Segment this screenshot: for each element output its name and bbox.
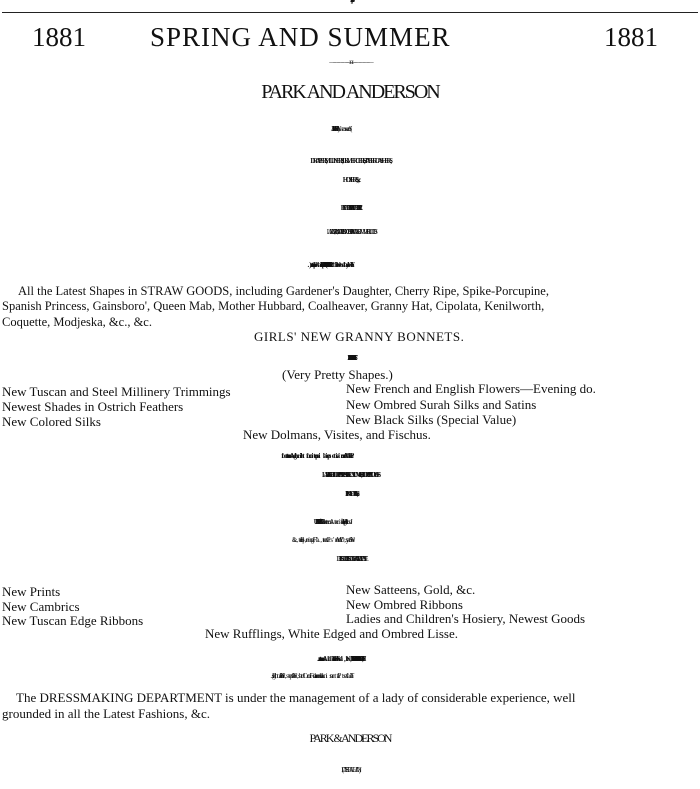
novelty-right-item: New Black Silks (Special Value) — [346, 412, 517, 427]
granny-bonnets: GIRLS' NEW GRANNY BONNETS. — [254, 329, 465, 344]
footer-late-strachan: (LATE STRACHAN) — [341, 766, 359, 774]
novelty-left-item: New Tuscan and Steel Millinery Trimmings — [2, 384, 231, 399]
dress-right-item: Ladies and Children's Hosiery, Newest Goods — [346, 611, 586, 626]
rufflings-line: New Rufflings, White Edged and Ombred Lisse. — [205, 626, 458, 641]
straw-shapes-line-3: Coquette, Modjeska, &c., &c. — [2, 315, 152, 329]
dress-right-item: New Ombred Ribbons — [346, 597, 463, 612]
dress-left-item: New Prints — [2, 584, 61, 599]
novelty-left-item: New Colored Silks — [2, 414, 101, 429]
straw-shapes-line-2: Spanish Princess, Gainsboro', Queen Mab, Mother Hubbard, Coalheaver, Granny Hat, Cipolata, Kenilworth, — [2, 299, 545, 313]
scarfs-line — [0, 655, 700, 663]
inspection-line-1 — [0, 452, 700, 460]
ornamental-divider: —————— : o : —————— — [329, 58, 371, 66]
dress-right-item: New Satteens, Gold, &c. — [346, 582, 476, 597]
dress-goods-line: DRESS GOODS. DRESS GOODS. NEW AND INEXPENSIVE. — [336, 555, 364, 563]
lanoleums-line — [0, 672, 700, 680]
novelty-right-item: New French and English Flowers—Evening do. — [346, 381, 596, 396]
section-heading — [0, 0, 700, 4]
dress-left-item: New Cambrics — [2, 599, 80, 614]
top-rule — [2, 12, 698, 13]
trades-line-2: HOSIERS, &c., — [342, 176, 358, 184]
inspection-line-3: PINAFORES, &c. — [345, 490, 355, 498]
straw-shapes-line-1: All the Latest Shapes in STRAW GOODS, including Gardener's Daughter, Cherry Ripe, Spike-Porcupine, — [18, 284, 549, 298]
footer-firm-name: PARK & ANDERSON — [309, 731, 391, 745]
millinery-latest — [0, 261, 700, 269]
firm-name: PARK AND ANDERSON — [261, 81, 439, 103]
season-title: SPRING AND SUMMER — [150, 22, 451, 52]
novelty-right-item: New Ombred Surah Silks and Satins — [346, 397, 537, 412]
inspection-line-2: LADIES & CHILDREN'S DRESSES & COSTUMES, CHILDREN'S BLOUSES — [322, 471, 378, 479]
stock-line: LARGE, NEW, AND VARIED STOCK OF SPRING AND SUMMER GOODS. — [326, 228, 374, 236]
year-right: 1881 — [604, 22, 658, 52]
stays-line — [0, 536, 700, 544]
underclothing-line — [0, 518, 700, 526]
dress-left-item: New Tuscan Edge Ribbons — [2, 613, 144, 628]
year-left: 1881 — [32, 22, 86, 52]
dressmaking-line-1: The DRESSMAKING DEPARTMENT is under the management of a lady of considerable experience, well — [16, 690, 576, 705]
dolmans-line: New Dolmans, Visites, and Fischus. — [243, 427, 431, 442]
novelties-title: SPECIAL NOVELTIES IN SUN HATS AND BONNETS. — [348, 354, 352, 362]
successors-line — [0, 125, 700, 133]
dressmaking-line-2: grounded in all the Latest Fashions, &c. — [2, 706, 210, 721]
novelty-left-item: Newest Shades in Ostrich Feathers — [2, 399, 184, 414]
trades-line-1: DRAPERS, MILLINERS, SILK MERCERS, HABERDASHERS, — [310, 157, 390, 165]
invite-line: RESPECTFULLY INVITE SPECIAL ATTENTION TO THEIR — [340, 204, 360, 212]
novelties-subtitle: (Very Pretty Shapes.) — [282, 367, 393, 382]
